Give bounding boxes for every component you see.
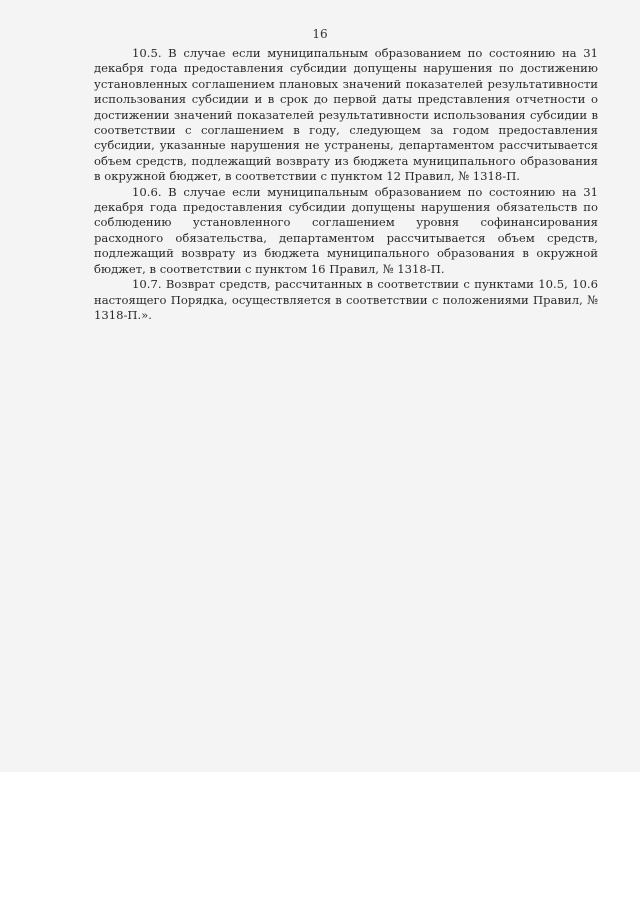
page-number: 16	[312, 27, 328, 41]
paragraph-10-7: 10.7. Возврат средств, рассчитанных в соответствии с пунктами 10.5, 10.6 настоящего Порядка, осуществляется в соответствии с положениями Правил, № 1318-П.».	[94, 277, 598, 322]
paragraph-10-5: 10.5. В случае если муниципальным образованием по состоянию на 31 декабря года предоставления субсидии допущены нарушения по достижению установленных соглашением плановых значений показателей результативности использования субсидии и в срок до первой даты представления отчетности о достижении значений показателей результативности использования субсидии в соответствии с соглашением в году, следующем за годом предоставления субсидии, указанные нарушения не устранены, департаментом рассчитывается объем средств, подлежащий возврату из бюджета муниципального образования в окружной бюджет, в соответствии с пунктом 12 Правил, № 1318-П.	[94, 46, 598, 184]
paragraph-10-6: 10.6. В случае если муниципальным образованием по состоянию на 31 декабря года предоставления субсидии допущены нарушения обязательств по соблюдению установленного соглашением уровня софинансирования расходного обязательства, департаментом рассчитывается объем средств, подлежащий возврату из бюджета муниципального образования в окружной бюджет, в соответствии с пунктом 16 Правил, № 1318-П.	[94, 184, 598, 276]
document-body	[94, 46, 598, 323]
